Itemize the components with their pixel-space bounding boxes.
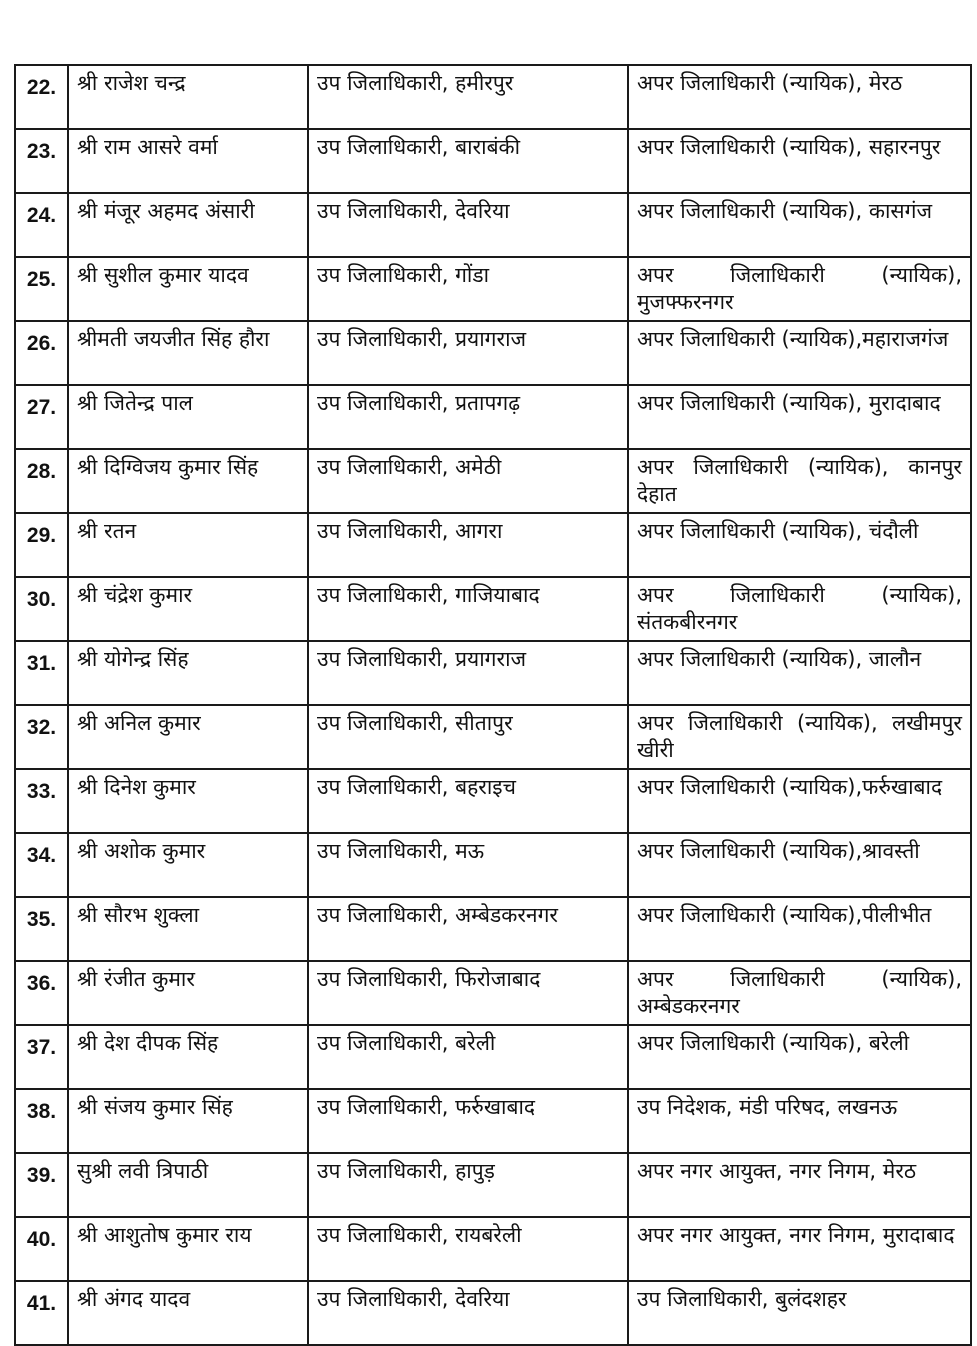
new-posting: अपर जिलाधिकारी (न्यायिक), बरेली (628, 1025, 971, 1089)
serial-number: 30. (15, 577, 68, 641)
table-row (15, 1025, 971, 1089)
current-posting: उप जिलाधिकारी, अमेठी (308, 449, 628, 513)
officer-name: श्री सुशील कुमार यादव (68, 257, 308, 321)
officer-name: श्री चंद्रेश कुमार (68, 577, 308, 641)
serial-number: 36. (15, 961, 68, 1025)
current-posting: उप जिलाधिकारी, मऊ (308, 833, 628, 897)
serial-number: 27. (15, 385, 68, 449)
serial-number: 22. (15, 65, 68, 129)
officer-name: श्री आशुतोष कुमार राय (68, 1217, 308, 1281)
officer-name: श्री अनिल कुमार (68, 705, 308, 769)
table-row (15, 833, 971, 897)
new-posting: अपर जिलाधिकारी (न्यायिक), मुरादाबाद (628, 385, 971, 449)
officer-name: श्री संजय कुमार सिंह (68, 1089, 308, 1153)
new-posting: अपर जिलाधिकारी (न्यायिक), सहारनपुर (628, 129, 971, 193)
table-row (15, 1089, 971, 1153)
officer-name: श्री दिनेश कुमार (68, 769, 308, 833)
current-posting: उप जिलाधिकारी, बहराइच (308, 769, 628, 833)
table-row (15, 897, 971, 961)
transfer-table (14, 64, 972, 1346)
table-row (15, 1153, 971, 1217)
officer-name: श्री योगेन्द्र सिंह (68, 641, 308, 705)
new-posting: उप निदेशक, मंडी परिषद, लखनऊ (628, 1089, 971, 1153)
officer-name: श्री सौरभ शुक्ला (68, 897, 308, 961)
new-posting: अपर जिलाधिकारी (न्यायिक), मुजफ्फरनगर (628, 257, 971, 321)
current-posting: उप जिलाधिकारी, प्रयागराज (308, 321, 628, 385)
serial-number: 37. (15, 1025, 68, 1089)
officer-name: श्रीमती जयजीत सिंह हौरा (68, 321, 308, 385)
table-row (15, 321, 971, 385)
serial-number: 40. (15, 1217, 68, 1281)
new-posting: अपर जिलाधिकारी (न्यायिक),श्रावस्ती (628, 833, 971, 897)
table-row (15, 1281, 971, 1345)
new-posting: अपर जिलाधिकारी (न्यायिक), जालौन (628, 641, 971, 705)
table-row (15, 961, 971, 1025)
serial-number: 32. (15, 705, 68, 769)
current-posting: उप जिलाधिकारी, देवरिया (308, 193, 628, 257)
serial-number: 39. (15, 1153, 68, 1217)
officer-name: श्री देश दीपक सिंह (68, 1025, 308, 1089)
serial-number: 28. (15, 449, 68, 513)
serial-number: 34. (15, 833, 68, 897)
officer-name: श्री जितेन्द्र पाल (68, 385, 308, 449)
current-posting: उप जिलाधिकारी, फिरोजाबाद (308, 961, 628, 1025)
current-posting: उप जिलाधिकारी, फर्रुखाबाद (308, 1089, 628, 1153)
officer-name: श्री राम आसरे वर्मा (68, 129, 308, 193)
officer-name: सुश्री लवी त्रिपाठी (68, 1153, 308, 1217)
new-posting: अपर जिलाधिकारी (न्यायिक),महाराजगंज (628, 321, 971, 385)
table-row (15, 385, 971, 449)
current-posting: उप जिलाधिकारी, बरेली (308, 1025, 628, 1089)
serial-number: 29. (15, 513, 68, 577)
serial-number: 35. (15, 897, 68, 961)
current-posting: उप जिलाधिकारी, हमीरपुर (308, 65, 628, 129)
new-posting: अपर जिलाधिकारी (न्यायिक), मेरठ (628, 65, 971, 129)
new-posting: अपर जिलाधिकारी (न्यायिक), कासगंज (628, 193, 971, 257)
serial-number: 24. (15, 193, 68, 257)
current-posting: उप जिलाधिकारी, सीतापुर (308, 705, 628, 769)
serial-number: 38. (15, 1089, 68, 1153)
new-posting: अपर नगर आयुक्त, नगर निगम, मेरठ (628, 1153, 971, 1217)
current-posting: उप जिलाधिकारी, गाजियाबाद (308, 577, 628, 641)
table-row (15, 65, 971, 129)
new-posting: अपर जिलाधिकारी (न्यायिक), चंदौली (628, 513, 971, 577)
new-posting: अपर जिलाधिकारी (न्यायिक), लखीमपुर खीरी (628, 705, 971, 769)
table-row (15, 769, 971, 833)
serial-number: 26. (15, 321, 68, 385)
current-posting: उप जिलाधिकारी, आगरा (308, 513, 628, 577)
current-posting: उप जिलाधिकारी, अम्बेडकरनगर (308, 897, 628, 961)
new-posting: अपर जिलाधिकारी (न्यायिक), संतकबीरनगर (628, 577, 971, 641)
serial-number: 31. (15, 641, 68, 705)
table-row (15, 1217, 971, 1281)
table-row (15, 257, 971, 321)
officer-name: श्री रतन (68, 513, 308, 577)
new-posting: अपर नगर आयुक्त, नगर निगम, मुरादाबाद (628, 1217, 971, 1281)
current-posting: उप जिलाधिकारी, बाराबंकी (308, 129, 628, 193)
table-row (15, 641, 971, 705)
current-posting: उप जिलाधिकारी, रायबरेली (308, 1217, 628, 1281)
table-row (15, 193, 971, 257)
officer-name: श्री मंजूर अहमद अंसारी (68, 193, 308, 257)
serial-number: 41. (15, 1281, 68, 1345)
serial-number: 23. (15, 129, 68, 193)
new-posting: अपर जिलाधिकारी (न्यायिक),पीलीभीत (628, 897, 971, 961)
new-posting: अपर जिलाधिकारी (न्यायिक), अम्बेडकरनगर (628, 961, 971, 1025)
new-posting: उप जिलाधिकारी, बुलंदशहर (628, 1281, 971, 1345)
table-row (15, 513, 971, 577)
table-row (15, 705, 971, 769)
current-posting: उप जिलाधिकारी, प्रयागराज (308, 641, 628, 705)
officer-name: श्री अंगद यादव (68, 1281, 308, 1345)
table-row (15, 577, 971, 641)
officer-name: श्री राजेश चन्द्र (68, 65, 308, 129)
current-posting: उप जिलाधिकारी, गोंडा (308, 257, 628, 321)
serial-number: 33. (15, 769, 68, 833)
new-posting: अपर जिलाधिकारी (न्यायिक),फर्रुखाबाद (628, 769, 971, 833)
table-row (15, 129, 971, 193)
new-posting: अपर जिलाधिकारी (न्यायिक), कानपुर देहात (628, 449, 971, 513)
current-posting: उप जिलाधिकारी, देवरिया (308, 1281, 628, 1345)
officer-name: श्री दिग्विजय कुमार सिंह (68, 449, 308, 513)
officer-name: श्री रंजीत कुमार (68, 961, 308, 1025)
current-posting: उप जिलाधिकारी, हापुड़ (308, 1153, 628, 1217)
table-row (15, 449, 971, 513)
serial-number: 25. (15, 257, 68, 321)
current-posting: उप जिलाधिकारी, प्रतापगढ़ (308, 385, 628, 449)
officer-name: श्री अशोक कुमार (68, 833, 308, 897)
